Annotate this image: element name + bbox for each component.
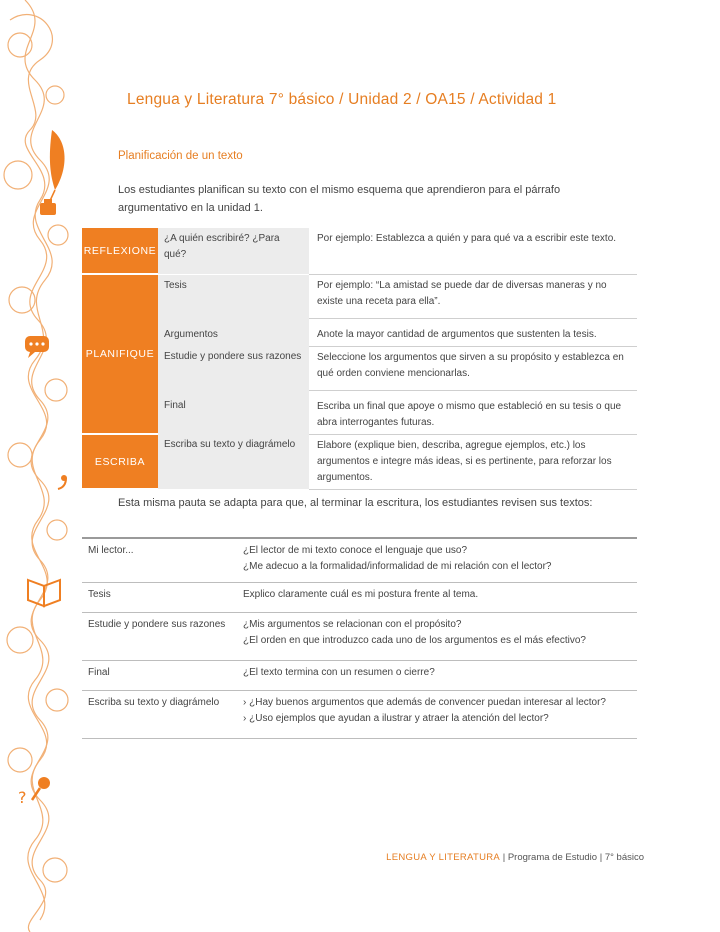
- stage-label: ESCRIBA: [82, 434, 158, 489]
- step-description: Por ejemplo: “La amistad se puede dar de diversas maneras y no existe una receta para ella”.: [309, 274, 637, 318]
- review-question: ¿El lector de mi texto conoce el lenguaje que uso?: [243, 545, 468, 556]
- revision-intro-paragraph: Esta misma pauta se adapta para que, al terminar la escritura, los estudiantes revisen sus textos:: [118, 497, 593, 509]
- quill-icon: [48, 130, 65, 205]
- footer-subject: LENGUA Y LITERATURA: [386, 852, 501, 863]
- review-criterion: Escriba su texto y diagrámelo: [82, 690, 237, 738]
- table-row: [82, 582, 637, 612]
- intro-paragraph: Los estudiantes planifican su texto con el mismo esquema que aprendieron para el párrafo argumentativo en la unidad 1.: [118, 184, 561, 214]
- footer-program: Programa de Estudio: [507, 852, 598, 863]
- table-row: [82, 660, 637, 690]
- comma-icon: [58, 475, 67, 489]
- sub-step: Tesis: [158, 274, 309, 318]
- review-questions: [237, 690, 637, 738]
- planning-table: [82, 228, 637, 490]
- table-row: [82, 346, 637, 390]
- page-footer: [386, 852, 644, 863]
- review-questions: [237, 582, 637, 612]
- table-row: [82, 228, 637, 274]
- table-row: [82, 612, 637, 660]
- sub-step: Estudie y pondere sus razones: [158, 346, 309, 390]
- step-description: Seleccione los argumentos que sirven a su propósito y establezca en qué orden conviene mencionarlas.: [309, 346, 637, 390]
- stage-label: REFLEXIONE: [82, 228, 158, 274]
- decorative-swirl-border: [0, 0, 80, 932]
- review-question: ¿El orden en que introduzco cada uno de los argumentos es el más efectivo?: [243, 634, 586, 646]
- table-row: [82, 390, 637, 434]
- sub-step: ¿A quién escribiré? ¿Para qué?: [158, 228, 309, 274]
- review-question: › ¿Hay buenos argumentos que además de convencer puedan interesar al lector?: [243, 696, 606, 708]
- section-title: Planificación de un texto: [118, 150, 243, 162]
- review-question: ¿El texto termina con un resumen o cierre?: [243, 666, 435, 678]
- step-description: Por ejemplo: Establezca a quién y para qué va a escribir este texto.: [309, 228, 637, 274]
- review-criterion: Final: [82, 660, 237, 690]
- table-row: [82, 690, 637, 738]
- table-row: [82, 274, 637, 318]
- stage-label: PLANIFIQUE: [82, 274, 158, 434]
- speech-bubble-icon: [25, 336, 49, 358]
- review-questions: [237, 660, 637, 690]
- table-row: [82, 318, 637, 346]
- inkpot-icon: [40, 199, 56, 215]
- table-row: [82, 434, 637, 489]
- sub-step: Argumentos: [158, 318, 309, 346]
- step-description: Escriba un final que apoye o mismo que estableció en su tesis o que abra interrogantes futuras.: [309, 390, 637, 434]
- step-description: Anote la mayor cantidad de argumentos que sustenten la tesis.: [309, 318, 637, 346]
- sub-step: Escriba su texto y diagrámelo: [158, 434, 309, 489]
- review-question: Explico claramente cuál es mi postura frente al tema.: [243, 588, 479, 600]
- review-table: [82, 537, 637, 739]
- review-questions: [237, 538, 637, 582]
- review-criterion: Estudie y pondere sus razones: [82, 612, 237, 660]
- step-description: Elabore (explique bien, describa, agregue ejemplos, etc.) los argumentos e integre más ideas, si es pertinente, para reforzar los argumentos.: [309, 434, 637, 489]
- review-question: ¿Mis argumentos se relacionan con el propósito?: [243, 618, 462, 630]
- review-criterion: Tesis: [82, 582, 237, 612]
- footer-separator: |: [599, 852, 605, 863]
- review-criterion: Mi lector...: [82, 538, 237, 582]
- table-row: [82, 538, 637, 582]
- page-header: Lengua y Literatura 7° básico / Unidad 2 / OA15 / Actividad 1: [127, 91, 557, 108]
- footer-separator: |: [502, 852, 508, 863]
- open-book-icon: [28, 580, 60, 606]
- review-question: › ¿Uso ejemplos que ayudan a ilustrar y atraer la atención del lector?: [243, 712, 549, 724]
- review-questions: [237, 612, 637, 660]
- sub-step: Final: [158, 390, 309, 434]
- footer-grade: 7° básico: [604, 852, 644, 863]
- review-question: ¿Me adecuo a la formalidad/informalidad de mi relación con el lector?: [243, 561, 552, 572]
- svg-text:?: ?: [18, 788, 27, 807]
